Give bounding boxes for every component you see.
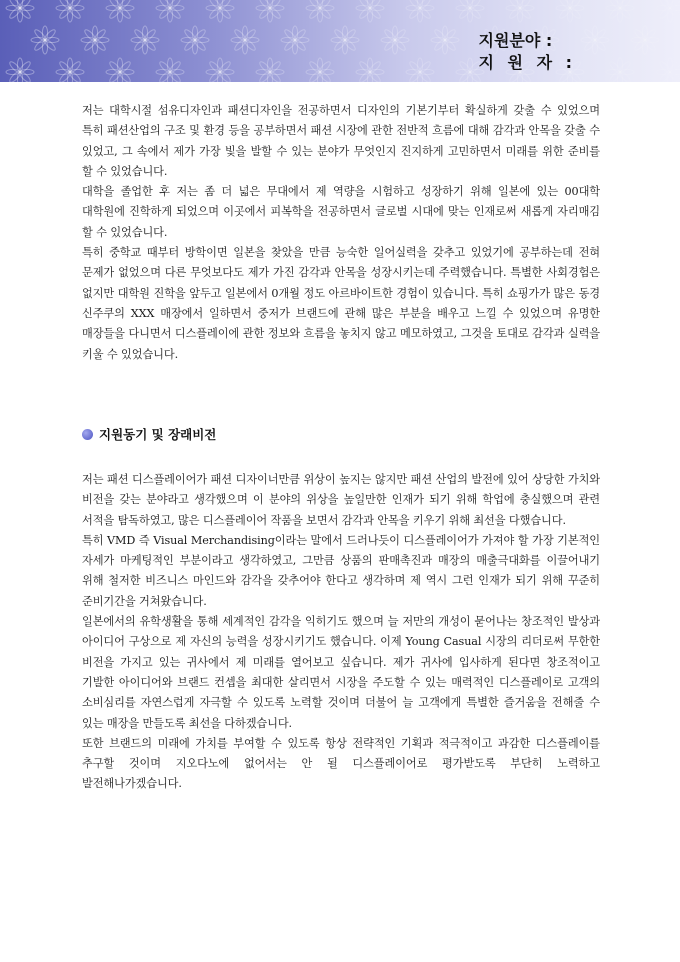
flower-motif (506, 0, 534, 22)
flower-motif (206, 58, 234, 82)
flower-motif (156, 58, 184, 82)
flower-motif (206, 0, 234, 22)
flower-motif (556, 0, 584, 22)
flower-motif (256, 0, 284, 22)
flower-motif (306, 58, 334, 82)
motivation-body (82, 470, 600, 795)
intro-body (82, 101, 600, 365)
field-label: 지원분야 : (478, 31, 553, 50)
section-heading (82, 425, 216, 443)
flower-motif (31, 26, 59, 54)
flower-motif (56, 58, 84, 82)
flower-motif (256, 58, 284, 82)
flower-motif (606, 0, 634, 22)
flower-motif (581, 26, 609, 54)
applicant-label: 지 원 자 : (478, 53, 576, 72)
flower-motif (131, 26, 159, 54)
intro-paragraph-1: 저는 대학시절 섬유디자인과 패션디자인을 전공하면서 디자인의 기본기부터 확실하게 갖출 수 있었으며 특히 패션산업의 구조 및 환경 등을 공부하면서 패션 시장에 관한 전반적 흐름에 대해 감각과 안목을 갖출 수 있었고, 그 속에서 제가 가장 빛을 발할 수 있는 분야가 무엇인지 진지하게 고민하면서 미래를 위한 준비를 할 수 있었습니다. (82, 104, 600, 178)
flower-motif (656, 0, 680, 22)
bullet-icon (82, 429, 93, 440)
floral-pattern (0, 0, 680, 82)
section-title: 지원동기 및 장래비전 (99, 427, 217, 442)
flower-motif (381, 26, 409, 54)
flower-motif (356, 0, 384, 22)
flower-motif (6, 0, 34, 22)
flower-motif (156, 0, 184, 22)
motivation-paragraph-2: 특히 VMD 즉 Visual Merchandising이라는 말에서 드러나듯이 디스플레이어가 가져야 할 가장 기본적인 자세가 마케팅적인 부분이라고 생각하였고, 그만큼 상품의 판매촉진과 매장의 매출극대화를 이끌어내기 위해 철저한 비즈니스 마인드와 감각을 갖추어야 한다고 생각하며 제 역시 그런 인재가 되기 위해 꾸준히 준비기간을 거쳐왔습니다. (82, 533, 600, 608)
flower-motif (331, 26, 359, 54)
flower-motif (406, 58, 434, 82)
flower-motif (6, 58, 34, 82)
flower-motif (406, 0, 434, 22)
flower-motif (281, 26, 309, 54)
flower-motif (656, 58, 680, 82)
flower-motif (631, 26, 659, 54)
flower-motif (231, 26, 259, 54)
intro-paragraph-3: 특히 중학교 때부터 방학이면 일본을 찾았을 만큼 능숙한 일어실력을 갖추고 있었기에 공부하는데 전혀 문제가 없었으며 다른 무엇보다도 제가 가진 감각과 안목을 성장시키는데 주력했습니다. 특별한 사회경험은 없지만 대학원 진학을 앞두고 일본에서 0개월 정도 아르바이트한 경험이 있습니다. 특히 쇼핑가가 많은 동경 신주쿠의 XXX 매장에서 일하면서 중저가 브랜드에 관해 많은 부분을 배우고 느낄 수 있었으며 유명한 매장들을 다니면서 디스플레이에 관한 정보와 흐름을 놓치지 않고 메모하였고, 그것을 토대로 감각과 실력을 키울 수 있었습니다. (82, 246, 600, 361)
intro-paragraph-2: 대학을 졸업한 후 저는 좀 더 넓은 무대에서 제 역량을 시험하고 성장하기 위해 일본에 있는 00대학 대학원에 진학하게 되었으며 이곳에서 피복학을 전공하면서 글로벌 시대에 맞는 인재로써 새롭게 자리매김 할 수 있었습니다. (82, 185, 600, 239)
flower-motif (181, 26, 209, 54)
flower-motif (56, 0, 84, 22)
flower-motif (306, 0, 334, 22)
motivation-paragraph-1: 저는 패션 디스플레이어가 패션 디자이너만큼 위상이 높지는 않지만 패션 산업의 발전에 있어 상당한 가치와 비전을 갖는 분야라고 생각했으며 이 분야의 위상을 높일만한 인재가 되기 위해 학업에 충실했으며 관련 서적을 탐독하였고, 많은 디스플레이어 작품을 보면서 감각과 안목을 키우기 위해 최선을 다했습니다. (82, 473, 600, 527)
flower-motif (356, 58, 384, 82)
flower-motif (106, 0, 134, 22)
flower-motif (106, 58, 134, 82)
header-banner (0, 0, 680, 82)
motivation-paragraph-3: 일본에서의 유학생활을 통해 세계적인 감각을 익히기도 했으며 늘 저만의 개성이 묻어나는 창조적인 발상과 아이디어 구상으로 제 자신의 능력을 성장시키기도 했습니다. 이제 Young Casual 시장의 리더로써 무한한 비전을 가지고 있는 귀사에서 제 미래를 열어보고 싶습니다. 제가 귀사에 입사하게 된다면 창조적이고 기발한 아이디어와 브랜드 컨셉을 최대한 살리면서 시장을 주도할 수 있는 매력적인 디스플레이로 고객의 소비심리를 자연스럽게 자극할 수 있도록 노력할 것이며 더불어 늘 고객에게 특별한 즐거움을 전해줄 수 있는 매장을 만들도록 최선을 다하겠습니다. (82, 615, 600, 730)
flower-motif (81, 26, 109, 54)
applicant-info (479, 30, 576, 74)
flower-motif (431, 26, 459, 54)
flower-motif (456, 0, 484, 22)
flower-motif (606, 58, 634, 82)
motivation-paragraph-4: 또한 브랜드의 미래에 가치를 부여할 수 있도록 항상 전략적인 기획과 적극적이고 과감한 디스플레이를 추구할 것이며 지오다노에 없어서는 안 될 디스플레이어로 평가받도록 부단히 노력하고 발전해나가겠습니다. (82, 736, 600, 791)
